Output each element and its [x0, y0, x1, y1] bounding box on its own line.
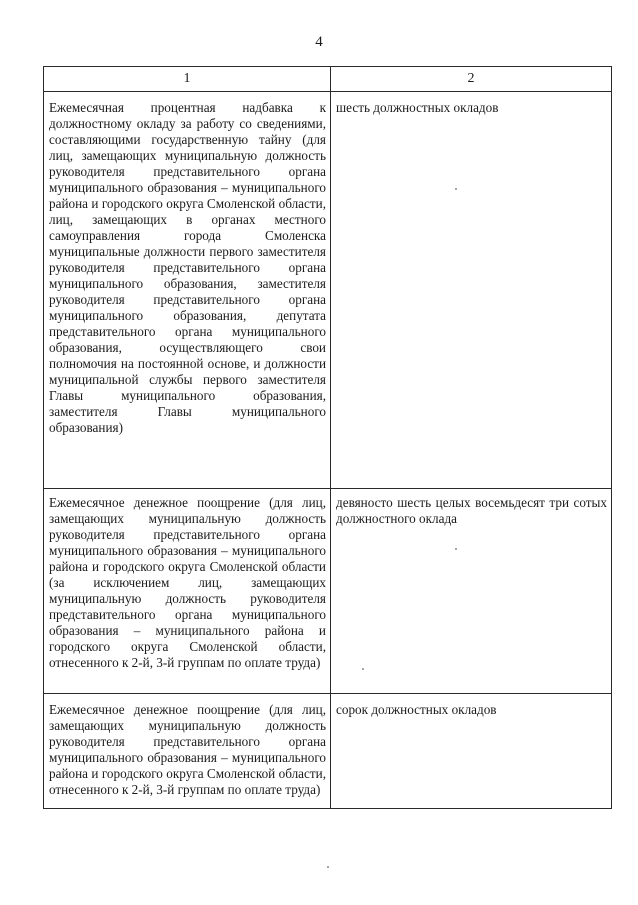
- row-value: девяносто шесть целых восемьдесят три сотых должностного оклада: [331, 489, 612, 694]
- page-number: 4: [315, 34, 323, 50]
- row-value: шесть должностных окладов: [331, 92, 612, 489]
- row-description: Ежемесячная процентная надбавка к должностному окладу за работу со сведениями, составляющими государственную тайну (для лиц, замещающих муниципальную должность руководителя представительного органа муниципального образования – муниципального района и городского округа Смоленской области, лиц, замещающих в органах местного самоуправления города Смоленска муниципальные должности первого заместителя руководителя представительного органа муниципального образования, заместителя руководителя представительного органа муниципального образования, депутата представительного органа муниципального образования, осуществляющего свои полномочия на постоянной основе, и должности муниципальной службы первого заместителя Главы муниципального образования, заместителя Главы муниципального образования): [44, 92, 331, 489]
- table-row: [44, 694, 612, 809]
- scan-speck: [455, 188, 457, 190]
- scan-speck: [455, 548, 457, 550]
- scan-speck: [327, 866, 329, 868]
- allowance-table: [43, 66, 612, 809]
- table-row: [44, 489, 612, 694]
- scan-speck: [362, 668, 364, 670]
- table-header-row: [44, 67, 612, 92]
- row-description: Ежемесячное денежное поощрение (для лиц, замещающих муниципальную должность руководителя представительного органа муниципального образования – муниципального района и городского округа Смоленской области (за исключением лиц, замещающих муниципальную должность руководителя представительного органа муниципального образования – муниципального района и городского округа Смоленской области, отнесенного к 2-й, 3-й группам по оплате труда): [44, 489, 331, 694]
- row-description: Ежемесячное денежное поощрение (для лиц, замещающих муниципальную должность руководителя представительного органа муниципального образования – муниципального района и городского округа Смоленской области, отнесенного к 2-й, 3-й группам по оплате труда): [44, 694, 331, 809]
- column-header-1: 1: [44, 67, 331, 92]
- table-row: [44, 92, 612, 489]
- row-value: сорок должностных окладов: [331, 694, 612, 809]
- column-header-2: 2: [331, 67, 612, 92]
